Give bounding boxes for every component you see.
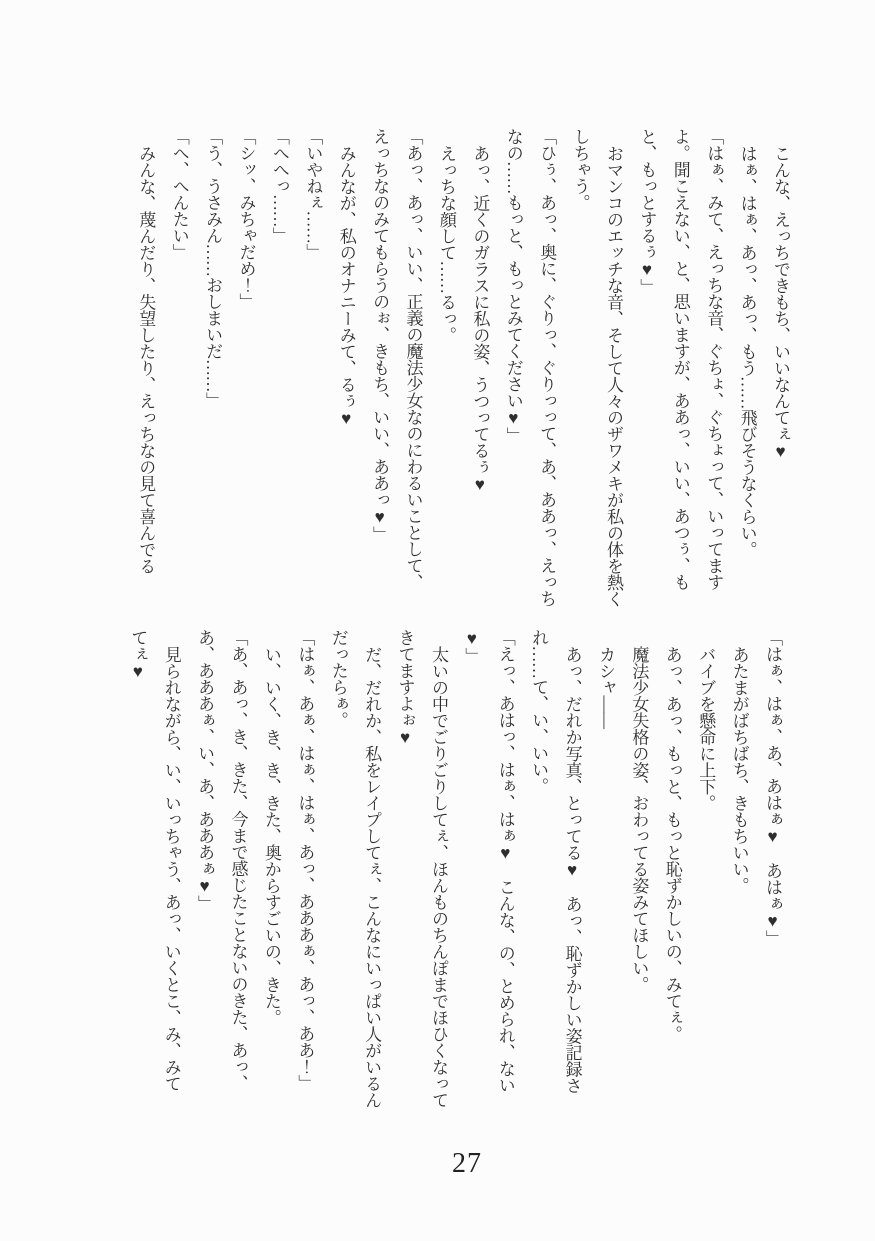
page-number: 27 (452, 1148, 482, 1179)
text-line: 「あ、あっ、き、きた、今まで感じたことないのきた、あっ、 (228, 629, 248, 1091)
text-line: えっちな顔して……るっ。 (436, 145, 456, 343)
text-line: 見られながら、い、いっちゃう、あっ、いくとこ、み、みて (161, 646, 181, 1092)
text-line: 「はぁ、みて、えっちな音、ぐちょ、ぐちょって、いってます (704, 128, 724, 590)
text-line: なの……もっと、もっとみてください♥」 (503, 128, 523, 444)
text-line: よ。聞こえない、と、思いますが、ああっ、いい、あつぅ、も (670, 128, 690, 590)
text-line: あっ、近くのガラスに私の姿、うつってるぅ♥ (470, 145, 490, 494)
text-line: と、もっとするぅ♥」 (637, 128, 657, 295)
text-line: しちゃう。 (570, 128, 590, 211)
text-line: あたまがばちばち、きもちいい。 (729, 646, 749, 894)
text-line: 魔法少女失格の姿、おわってる姿みてほしい。 (629, 646, 649, 993)
text-line: てぇ♥ (128, 629, 148, 681)
text-line: 「はぁ、あぁ、はぁ、はぁ、あっ、あああぁ、あっ、ああ！」 (295, 629, 315, 1091)
text-line: 「はぁ、はぁ、あ、あはぁ♥ あはぁ♥」 (763, 629, 782, 947)
text-line: 「う、うさみん……おしまいだ……」 (203, 128, 223, 409)
text-line: えっちなのみてもらうのぉ、きもち、いい、ああっ♥」 (370, 128, 390, 543)
text-line: カシャ―― (595, 646, 615, 729)
text-line: 「へへっ……」 (269, 128, 289, 244)
text-line: はぁ、はぁ、あっ、あっ、もう……飛びそうなくらい。 (737, 145, 757, 558)
text-line: 「えっ、あはっ、はぁ、はぁ♥ こんな、の、とめられ、ない (495, 629, 515, 1093)
text-line: バイブを懸命に上下。 (696, 646, 716, 811)
text-line: だったらぁ。 (328, 629, 348, 728)
text-line: あっ、だれか写真、とってる♥ あっ、恥ずかしい姿記録さ (562, 646, 582, 1094)
text-line: ♥」 (462, 629, 482, 664)
text-line: みんなが、私のオナニーみて、るぅ♥ (336, 145, 356, 428)
text-block-top (129, 128, 797, 607)
text-line: あっ、あっ、もっと、もっと恥ずかしいの、みてぇ。 (662, 646, 682, 1042)
text-line: い、いく、き、き、きた、奥からすごいの、きた。 (261, 646, 281, 1026)
text-line: だ、だれか、私をレイプしてぇ、こんなにいっぱい人がいるん (362, 646, 382, 1108)
text-line: きてますよぉ♥ (395, 629, 415, 747)
text-line: あ、あああぁ、い、あ、あああぁ♥」 (195, 629, 215, 912)
text-line: 「いやねぇ……」 (303, 128, 323, 260)
text-line: みんな、蔑んだり、失望したり、えっちなの見て喜んでる (136, 145, 156, 574)
text-line: れ……て、い、いい。 (529, 629, 549, 794)
text-line: 太いの中でごりごりしてぇ、ほんものちんぽまでほひくなって (428, 646, 448, 1108)
text-line: こんな、えっちできもち、いいなんてぇ♥ (771, 145, 790, 461)
text-line: 「シッ、みちゃだめ！」 (236, 128, 256, 310)
text-line: おマンコのエッチな音、そして人々のザワメキが私の体を熱く (603, 145, 623, 607)
text-line: 「ひぅ、あっ、奥に、ぐりっ、ぐりっって、あ、ああっ、えっち (537, 128, 557, 607)
text-block-bottom (121, 629, 789, 1108)
text-line: 「へ、へんたい」 (169, 128, 189, 260)
text-line: 「あっ、あっ、いい、正義の魔法少女なのにわるいことして、 (403, 128, 423, 590)
